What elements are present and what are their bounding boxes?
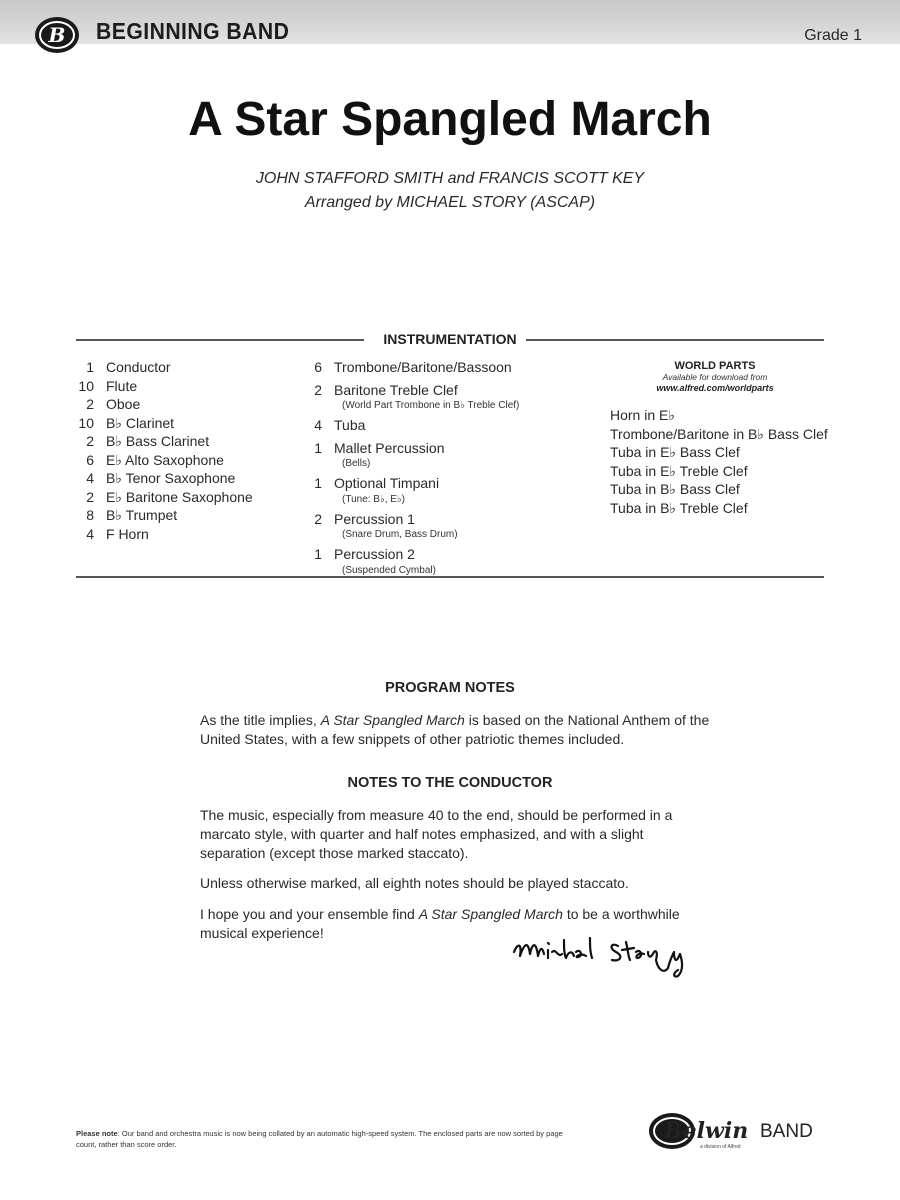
composer-credit: JOHN STAFFORD SMITH and FRANCIS SCOTT KEY	[255, 170, 645, 187]
footnote: Please note: Our band and orchestra music is now being collated by an automatic high-speed system. The enclosed parts are now sorted by page count, rather than score order.	[76, 1129, 563, 1149]
list-item: 1 Percussion 2 (Suspended Cymbal)	[300, 545, 600, 577]
world-parts-title: WORLD PARTS	[674, 360, 756, 372]
list-item: 10 B♭ Clarinet	[78, 414, 175, 431]
list-item: Tuba in E♭ Treble Clef	[610, 462, 748, 479]
list-item: 4 Tuba	[314, 417, 366, 433]
list-item: 2 Percussion 1 (Snare Drum, Bass Drum)	[300, 510, 600, 542]
list-item-note: (World Part Trombone in B♭ Treble Clef)	[342, 400, 520, 411]
list-item: 8 B♭ Trumpet	[86, 507, 178, 523]
instrumentation-column-1	[72, 358, 292, 543]
list-item: 1 Conductor	[86, 359, 171, 375]
list-item: Tuba in B♭ Treble Clef	[610, 499, 748, 516]
arranger-credit: Arranged by MICHAEL STORY (ASCAP)	[304, 194, 596, 211]
instrumentation-heading: INSTRUMENTATION	[383, 331, 517, 347]
list-item: 4 B♭ Tenor Saxophone	[86, 470, 236, 486]
list-item: 6 E♭ Alto Saxophone	[86, 451, 224, 468]
belwin-subtitle: a division of Alfred	[700, 1144, 741, 1150]
world-parts-subtitle: Available for download from	[662, 372, 768, 382]
program-notes-text: As the title implies, A Star Spangled March is based on the National Anthem of the United States, with a few snippets of other patriotic themes included.	[200, 712, 710, 747]
conductor-notes-heading: NOTES TO THE CONDUCTOR	[347, 775, 553, 791]
list-item: 4 F Horn	[86, 525, 149, 542]
conductor-notes-p1: The music, especially from measure 40 to the end, should be performed in a marcato style, with quarter and half notes emphasized, and with a slight separation (except those marked staccato).	[200, 807, 673, 861]
page-title: A Star Spangled March	[188, 93, 712, 146]
list-item: 2 B♭ Bass Clarinet	[86, 433, 210, 449]
list-item-note: (Snare Drum, Bass Drum)	[342, 529, 458, 540]
list-item: 2 E♭ Baritone Saxophone	[86, 488, 253, 505]
list-item-note: (Tune: B♭, E♭)	[342, 493, 405, 505]
conductor-notes-p3: I hope you and your ensemble find A Star Spangled March to be a worthwhile musical experience!	[200, 906, 680, 941]
list-item: 2 Oboe	[86, 396, 141, 412]
program-notes-heading: PROGRAM NOTES	[385, 680, 515, 696]
list-item: 10 Flute	[78, 377, 138, 394]
grade-label: Grade 1	[804, 27, 862, 44]
list-item-note: (Suspended Cymbal)	[342, 564, 436, 576]
conductor-notes-p2: Unless otherwise marked, all eighth notes should be played staccato.	[200, 875, 629, 891]
divider	[76, 576, 824, 578]
list-item: Horn in E♭	[610, 407, 675, 423]
instrumentation-column-2	[300, 358, 600, 581]
list-item: Tuba in B♭ Bass Clef	[610, 481, 740, 497]
list-item: 1 Optional Timpani (Tune: B♭, E♭)	[300, 474, 600, 506]
world-parts	[610, 360, 850, 517]
signature	[508, 930, 708, 980]
list-item: 2 Baritone Treble Clef (World Part Trombone in B♭ Treble Clef)	[300, 381, 600, 413]
list-item: 6 Trombone/Baritone/Bassoon	[314, 359, 512, 375]
list-item-note: (Bells)	[342, 458, 371, 469]
list-item: Trombone/Baritone in B♭ Bass Clef	[610, 425, 828, 442]
belwin-band-label: BAND	[760, 1121, 813, 1142]
instrumentation-rule	[76, 330, 824, 350]
series-title: BEGINNING BAND	[96, 18, 290, 44]
world-parts-url: www.alfred.com/worldparts	[656, 383, 774, 393]
list-item: 1 Mallet Percussion (Bells)	[300, 439, 600, 471]
beginning-band-logo-icon	[32, 14, 86, 56]
belwin-brand-word: Belwin	[664, 1118, 749, 1144]
svg-text:B: B	[48, 23, 66, 47]
list-item: Tuba in E♭ Bass Clef	[610, 444, 740, 460]
